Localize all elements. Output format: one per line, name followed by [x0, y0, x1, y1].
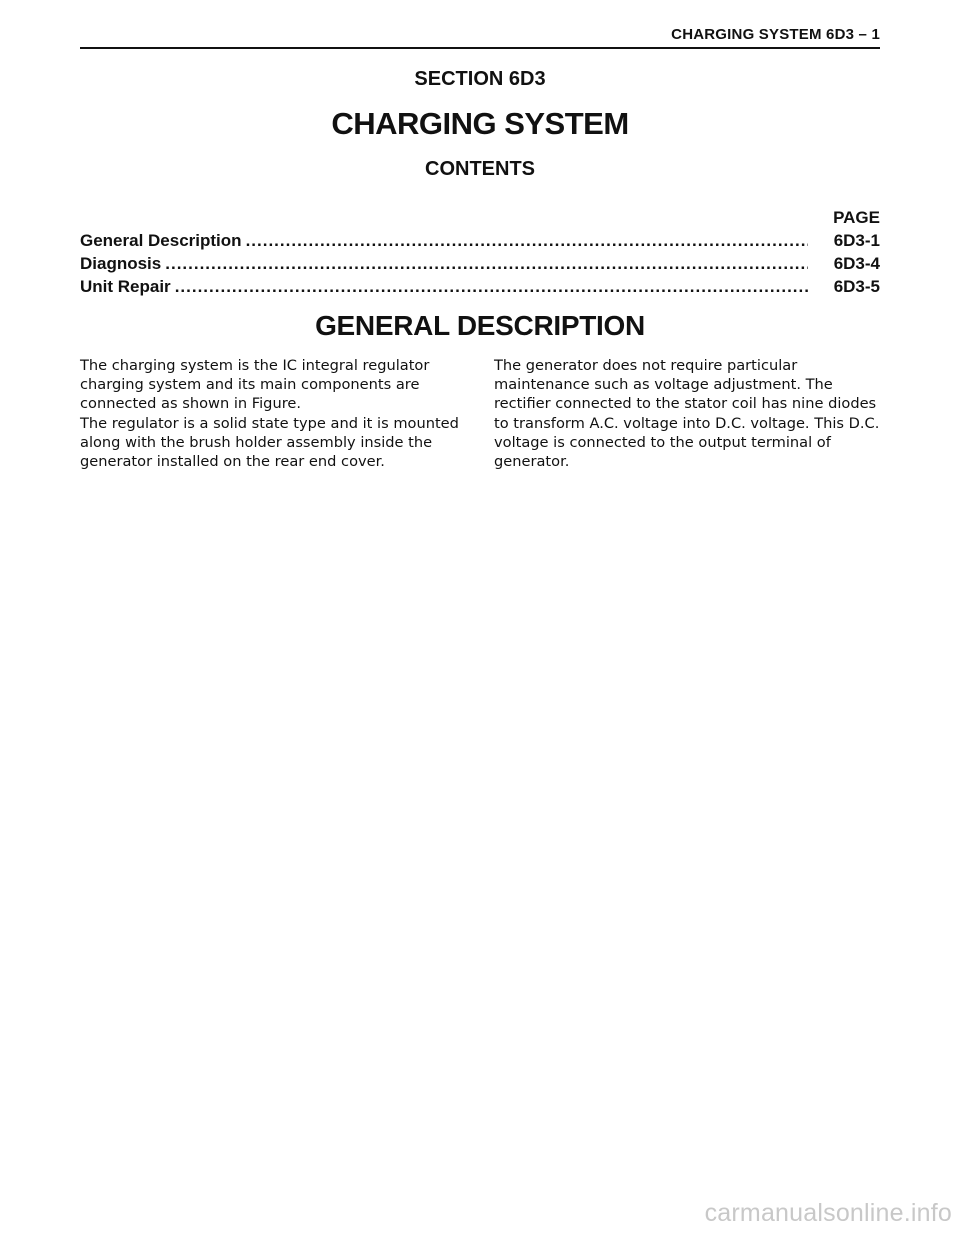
toc-page-column-header: PAGE — [833, 208, 880, 227]
header-rule — [80, 47, 880, 49]
contents-label: CONTENTS — [425, 158, 535, 180]
toc-entry-label: General Description — [80, 231, 242, 250]
body-column-left — [80, 356, 472, 471]
body-paragraph: The generator does not require particular maintenance such as voltage adjustment. The rectifier connected to the stator coil has nine diodes to transform A.C. voltage into D.C. voltage. This D.C. voltage is connected to the output terminal of generator. — [494, 357, 880, 471]
section-heading-general-description: GENERAL DESCRIPTION — [315, 310, 645, 341]
body-paragraph: The charging system is the IC integral regulator charging system and its main components are connected as shown in Figure. — [80, 357, 430, 413]
page-title: CHARGING SYSTEM — [331, 106, 629, 141]
toc-entry-page: 6D3-5 — [833, 277, 880, 296]
toc-entry-unit-repair[interactable] — [80, 275, 880, 298]
watermark: carmanualsonline.info — [704, 1199, 952, 1227]
toc-entry-page: 6D3-4 — [833, 254, 880, 273]
body-column-right — [494, 356, 884, 471]
toc-entry-general-description[interactable] — [80, 229, 880, 252]
toc-entry-label: Diagnosis — [80, 254, 162, 273]
toc-entry-page: 6D3-1 — [833, 231, 880, 250]
body-paragraph: The regulator is a solid state type and it is mounted along with the brush holder assembly inside the generator installed on the rear end cover. — [80, 414, 459, 471]
section-label: SECTION 6D3 — [414, 68, 546, 90]
toc-leader-dots — [175, 275, 808, 298]
toc-leader-dots — [246, 229, 808, 252]
table-of-contents — [80, 206, 880, 298]
toc-entry-label: Unit Repair — [80, 277, 171, 296]
toc-leader-dots — [165, 252, 808, 275]
running-header: CHARGING SYSTEM 6D3 – 1 — [671, 26, 880, 43]
toc-entry-diagnosis[interactable] — [80, 252, 880, 275]
